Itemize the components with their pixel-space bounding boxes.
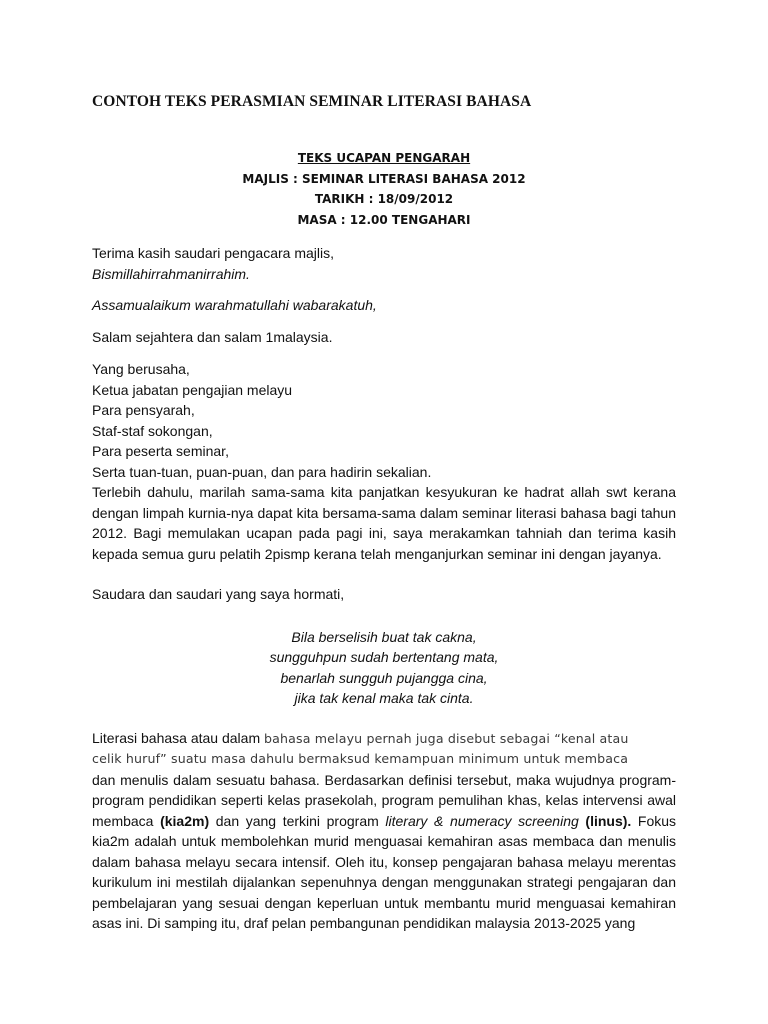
event-name: MAJLIS : SEMINAR LITERASI BAHASA 2012 xyxy=(242,171,526,186)
poem-line: jika tak kenal maka tak cinta. xyxy=(294,690,474,706)
linus-term: (linus). xyxy=(585,812,632,829)
salam-line: Salam sejahtera dan salam 1malaysia. xyxy=(92,328,333,345)
literacy-mixed-1: bahasa melayu pernah juga disebut sebagai “kenal atau xyxy=(264,730,629,746)
literacy-text-d: Fokus kia2m adalah untuk membolehkan murid menguasai kemahiran asas membaca dan menulis dalam bahasa melayu secara intensif. Oleh itu, konsep pengajaran bahasa melayu merentas kurikulum ini mestilah dijalankan sepenuhnya dengan menggunakan strategi pengajaran dan pembelajaran yang sesuai dengan keperluan untuk membantu murid menguasai kemahiran asas ini. Di samping itu, draf pelan pembangunan pendidikan malaysia 2013-2025 yang xyxy=(92,812,677,931)
bismillah-line: Bismillahirrahmanirrahim. xyxy=(92,265,250,282)
speech-heading: TEKS UCAPAN PENGARAH xyxy=(297,151,471,165)
event-time: MASA : 12.00 TENGAHARI xyxy=(297,212,471,227)
greeting-item: Staf-staf sokongan, xyxy=(92,422,213,439)
salam-islam-line: Assamualaikum warahmatullahi wabarakatuh, xyxy=(92,297,377,313)
greeting-list xyxy=(92,359,676,482)
speech-header xyxy=(0,148,768,230)
poem-block xyxy=(92,627,676,709)
literacy-start: Literasi bahasa atau dalam xyxy=(92,729,264,746)
literacy-mixed-2: celik huruf” suatu masa dahulu bermaksud kemampuan minimum untuk membaca xyxy=(92,751,629,766)
greeting-item: Para pensyarah, xyxy=(92,402,195,418)
document-title: CONTOH TEKS PERASMIAN SEMINAR LITERASI BAHASA xyxy=(92,93,532,110)
literacy-line-1 xyxy=(92,728,676,750)
poem-line: benarlah sungguh pujangga cina, xyxy=(280,669,488,686)
event-date: TARIKH : 18/09/2012 xyxy=(314,192,454,206)
greeting-item: Yang berusaha, xyxy=(92,361,190,377)
poem-line: sungguhpun sudah bertentang mata, xyxy=(269,649,499,665)
opening-paragraph: Terlebih dahulu, marilah sama-sama kita panjatkan kesyukuran ke hadrat allah swt kerana dengan limpah kurnia-nya dapat kita bersama-sama dalam seminar literasi bahasa bagi tahun 2012. Bagi memulakan ucapan pada pagi ini, saya merakamkan tahniah dan terima kasih kepada semua guru pelatih 2pismp kerana telah menganjurkan seminar ini dengan jayanya. xyxy=(92,484,676,562)
literacy-paragraph xyxy=(92,728,676,934)
greeting-item: Ketua jabatan pengajian melayu xyxy=(92,381,293,398)
greeting-item: Serta tuan-tuan, puan-puan, dan para hadirin sekalian. xyxy=(92,463,432,480)
poem-line: Bila berselisih buat tak cakna, xyxy=(291,628,477,645)
kia2m-term: (kia2m) xyxy=(160,812,210,829)
greeting-item: Para peserta seminar, xyxy=(92,443,229,459)
thanks-line: Terima kasih saudari pengacara majlis, xyxy=(92,245,334,261)
address-line: Saudara dan saudari yang saya hormati, xyxy=(92,586,345,602)
literacy-body xyxy=(92,770,676,934)
speech-body xyxy=(92,243,676,934)
program-name: literary & numeracy screening xyxy=(385,812,579,829)
literacy-text-a: dan menulis dalam sesuatu bahasa. Berdasarkan definisi tersebut, maka wujudnya program-program pendidikan seperti kelas prasekolah, program pemulihan khas, kelas intervensi awal membaca xyxy=(92,771,676,829)
literacy-text-b: dan yang terkini program xyxy=(209,812,386,829)
